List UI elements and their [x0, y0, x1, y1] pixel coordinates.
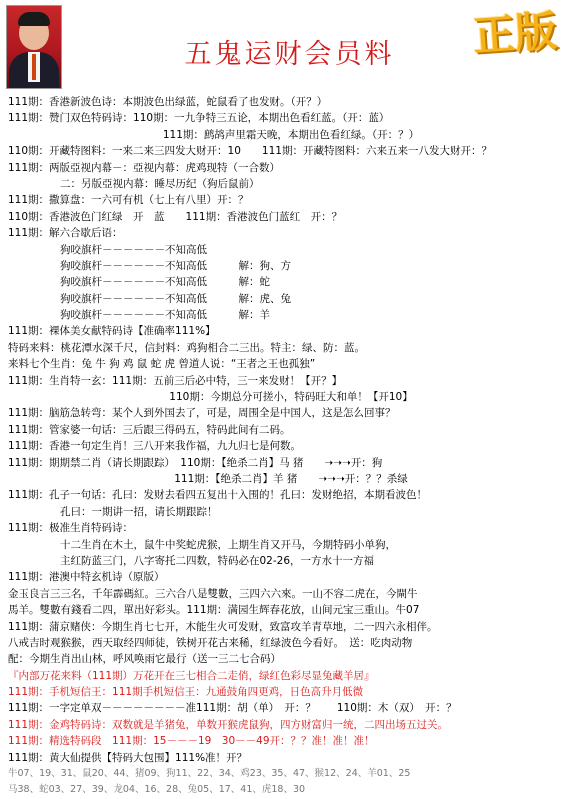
text-line: 111期：赞门双色特码诗：110期：一九争特三五论，本期出色看红蓝。（开：蓝） [8, 112, 390, 125]
text-line: 牛07、19、31、鼠20、44、猪09、狗11、22、34、鸡23、35、47、猴12、24、羊01、25 [8, 768, 411, 780]
text-line: 111期：金鸡特码诗：双数就是羊猪兔，单数开猴虎鼠狗，四方财富归一统，二四出场五过关。 [8, 718, 449, 731]
text-line: 110期：开藏特图料：一来二来三四发大财开：10 111期：开藏特图料：六来五来一八发大财开：？ [8, 145, 492, 158]
text-line: 111期：解六合歇后语： [8, 227, 123, 240]
page-title: 五鬼运财会员料 [184, 39, 395, 70]
text-line: 孔曰：一期讲一招，请长期跟踪！ [60, 505, 218, 518]
text-line: 『内部万花来料（111期）万花开在三七相合二走俏，绿红色彩尽显兔藏羊居』 [8, 669, 375, 682]
text-line: 111期：港澳中特玄机诗（原版） [8, 571, 165, 584]
text-line: 111期：香港新波色诗：本期波色出绿蓝，蛇鼠看了也发财。（开？） [8, 96, 328, 108]
text-line: 111期：两版亞视内幕－：亞视内幕：虎鸡现特（一合数） [8, 161, 281, 174]
text-line: 特码来料：桃花潭水深千尺，信封料：鸡狗相合二三出。特主：绿、防：蓝。 [8, 341, 365, 354]
text-line: 狗咬旗杆－－－－－－不知高低 解：羊 [60, 309, 270, 322]
text-line: 来料七个生肖：兔 牛 狗 鸡 鼠 蛇 虎 曾道人说：“王者之王也孤独” [8, 358, 316, 371]
content-body [8, 94, 574, 799]
text-line: 狗咬旗杆－－－－－－不知高低 解：蛇 [60, 276, 270, 289]
text-line: 111期：孔子一句话：孔曰：发财去看四五复出十入围的！孔曰：发财绝招，本期看波色！ [8, 489, 428, 502]
text-line: 111期：蒲京赌侠：今期生肖七七开，木能生火可发财，致富攻羊青草地，二一四六永相伴。 [8, 620, 438, 633]
text-line: 111期：鹧鸪声里霜天晚，本期出色看红绿。（开：？） [162, 128, 420, 141]
text-line: 狗咬旗杆－－－－－－不知高低 [60, 243, 207, 256]
text-line: 狗咬旗杆－－－－－－不知高低 解：虎、兔 [60, 292, 291, 305]
text-line: 111期：极准生肖特码诗： [8, 522, 134, 535]
text-line: 配：今期生肖出山林，呼风唤雨它最行（送一三二七合码） [8, 653, 281, 666]
text-line: 111期：生肖特一玄：111期：五前三后必中特，三一来发财！【开？】 [8, 374, 343, 387]
text-line: 110期：今期总分可搓小，特码旺大和单！【开10】 [169, 391, 413, 404]
authentic-stamp: 正版 [471, 6, 559, 61]
text-line: 111期：管家婆一句话：三后跟三得码五，特码此间有二码。 [8, 423, 291, 436]
text-line: 111期：手机短信王：111期手机短信王：九通鼓角四更鸡，日色高升月低微 [8, 686, 364, 699]
text-line: 111期：精选特码段 111期：15－－－19 30－－49开：？？准！准！准！ [8, 735, 375, 748]
text-line: 111期：黄大仙提供【特码大包围】111%准！开？ [8, 751, 248, 764]
text-line: 111期：一字定单双－－－－－－－－准111期：胡（单） 开：？ 110期：木（双） 开：？ [8, 702, 457, 715]
text-line: 金玉良言三三名，千年霹碼紅。三六合八是雙數，三四六六來。一山不容二虎在，今閘牛 [8, 587, 418, 600]
text-line: 馬羊。雙數有錢看二四，單出好彩头。111期：满园生辉春花放，山间元宝三重山。牛07 [8, 604, 420, 617]
text-line: 111期：期期禁二肖（请长期跟踪） 110期：【绝杀二肖】马 猪 ➝➝➝开：狗 [8, 456, 383, 469]
text-line: 111期：裸体美女献特码诗【准确率111%】 [8, 325, 216, 338]
text-line: 主红防蓝三门，八字寄托二四数，特码必在02-26，一方水十一方福 [60, 554, 375, 567]
text-line: 110期：香港波色门红绿 开 蓝 111期：香港波色门蓝红 开：？ [8, 210, 343, 223]
text-line: 111期：香港一句定生肖！三八开来我作福，九九归七是何数。 [8, 440, 302, 453]
text-line: 111期：脑筋急转弯：某个人到外国去了，可是，周围全是中国人，这是怎么回事？ [8, 407, 396, 420]
text-line: 狗咬旗杆－－－－－－不知高低 解：狗、方 [60, 259, 291, 272]
text-line: 二：另版亞视内幕：睡尽历纪（狗后鼠前） [60, 177, 260, 190]
text-line: 马38、蛇03、27、39、龙04、16、28、兔05、17、41、虎18、30 [8, 784, 306, 796]
text-line: 111期：撒算盘：一六可有机（七上有八里）开：？ [8, 194, 249, 207]
text-line: 十二生肖在木土，鼠牛中奖蛇虎猴，上期生肖又开马，今期特码小单狗， [60, 538, 396, 551]
text-line: 八戒吉时观猴猴，西天取经四师徒，铁树开花古来稀，红绿波色今看好。 送：吃肉动物 [8, 636, 413, 649]
portrait-hair [18, 12, 50, 26]
text-line: 111期：【绝杀二肖】羊 猪 ➝➝➝开：？？杀绿 [174, 472, 408, 485]
